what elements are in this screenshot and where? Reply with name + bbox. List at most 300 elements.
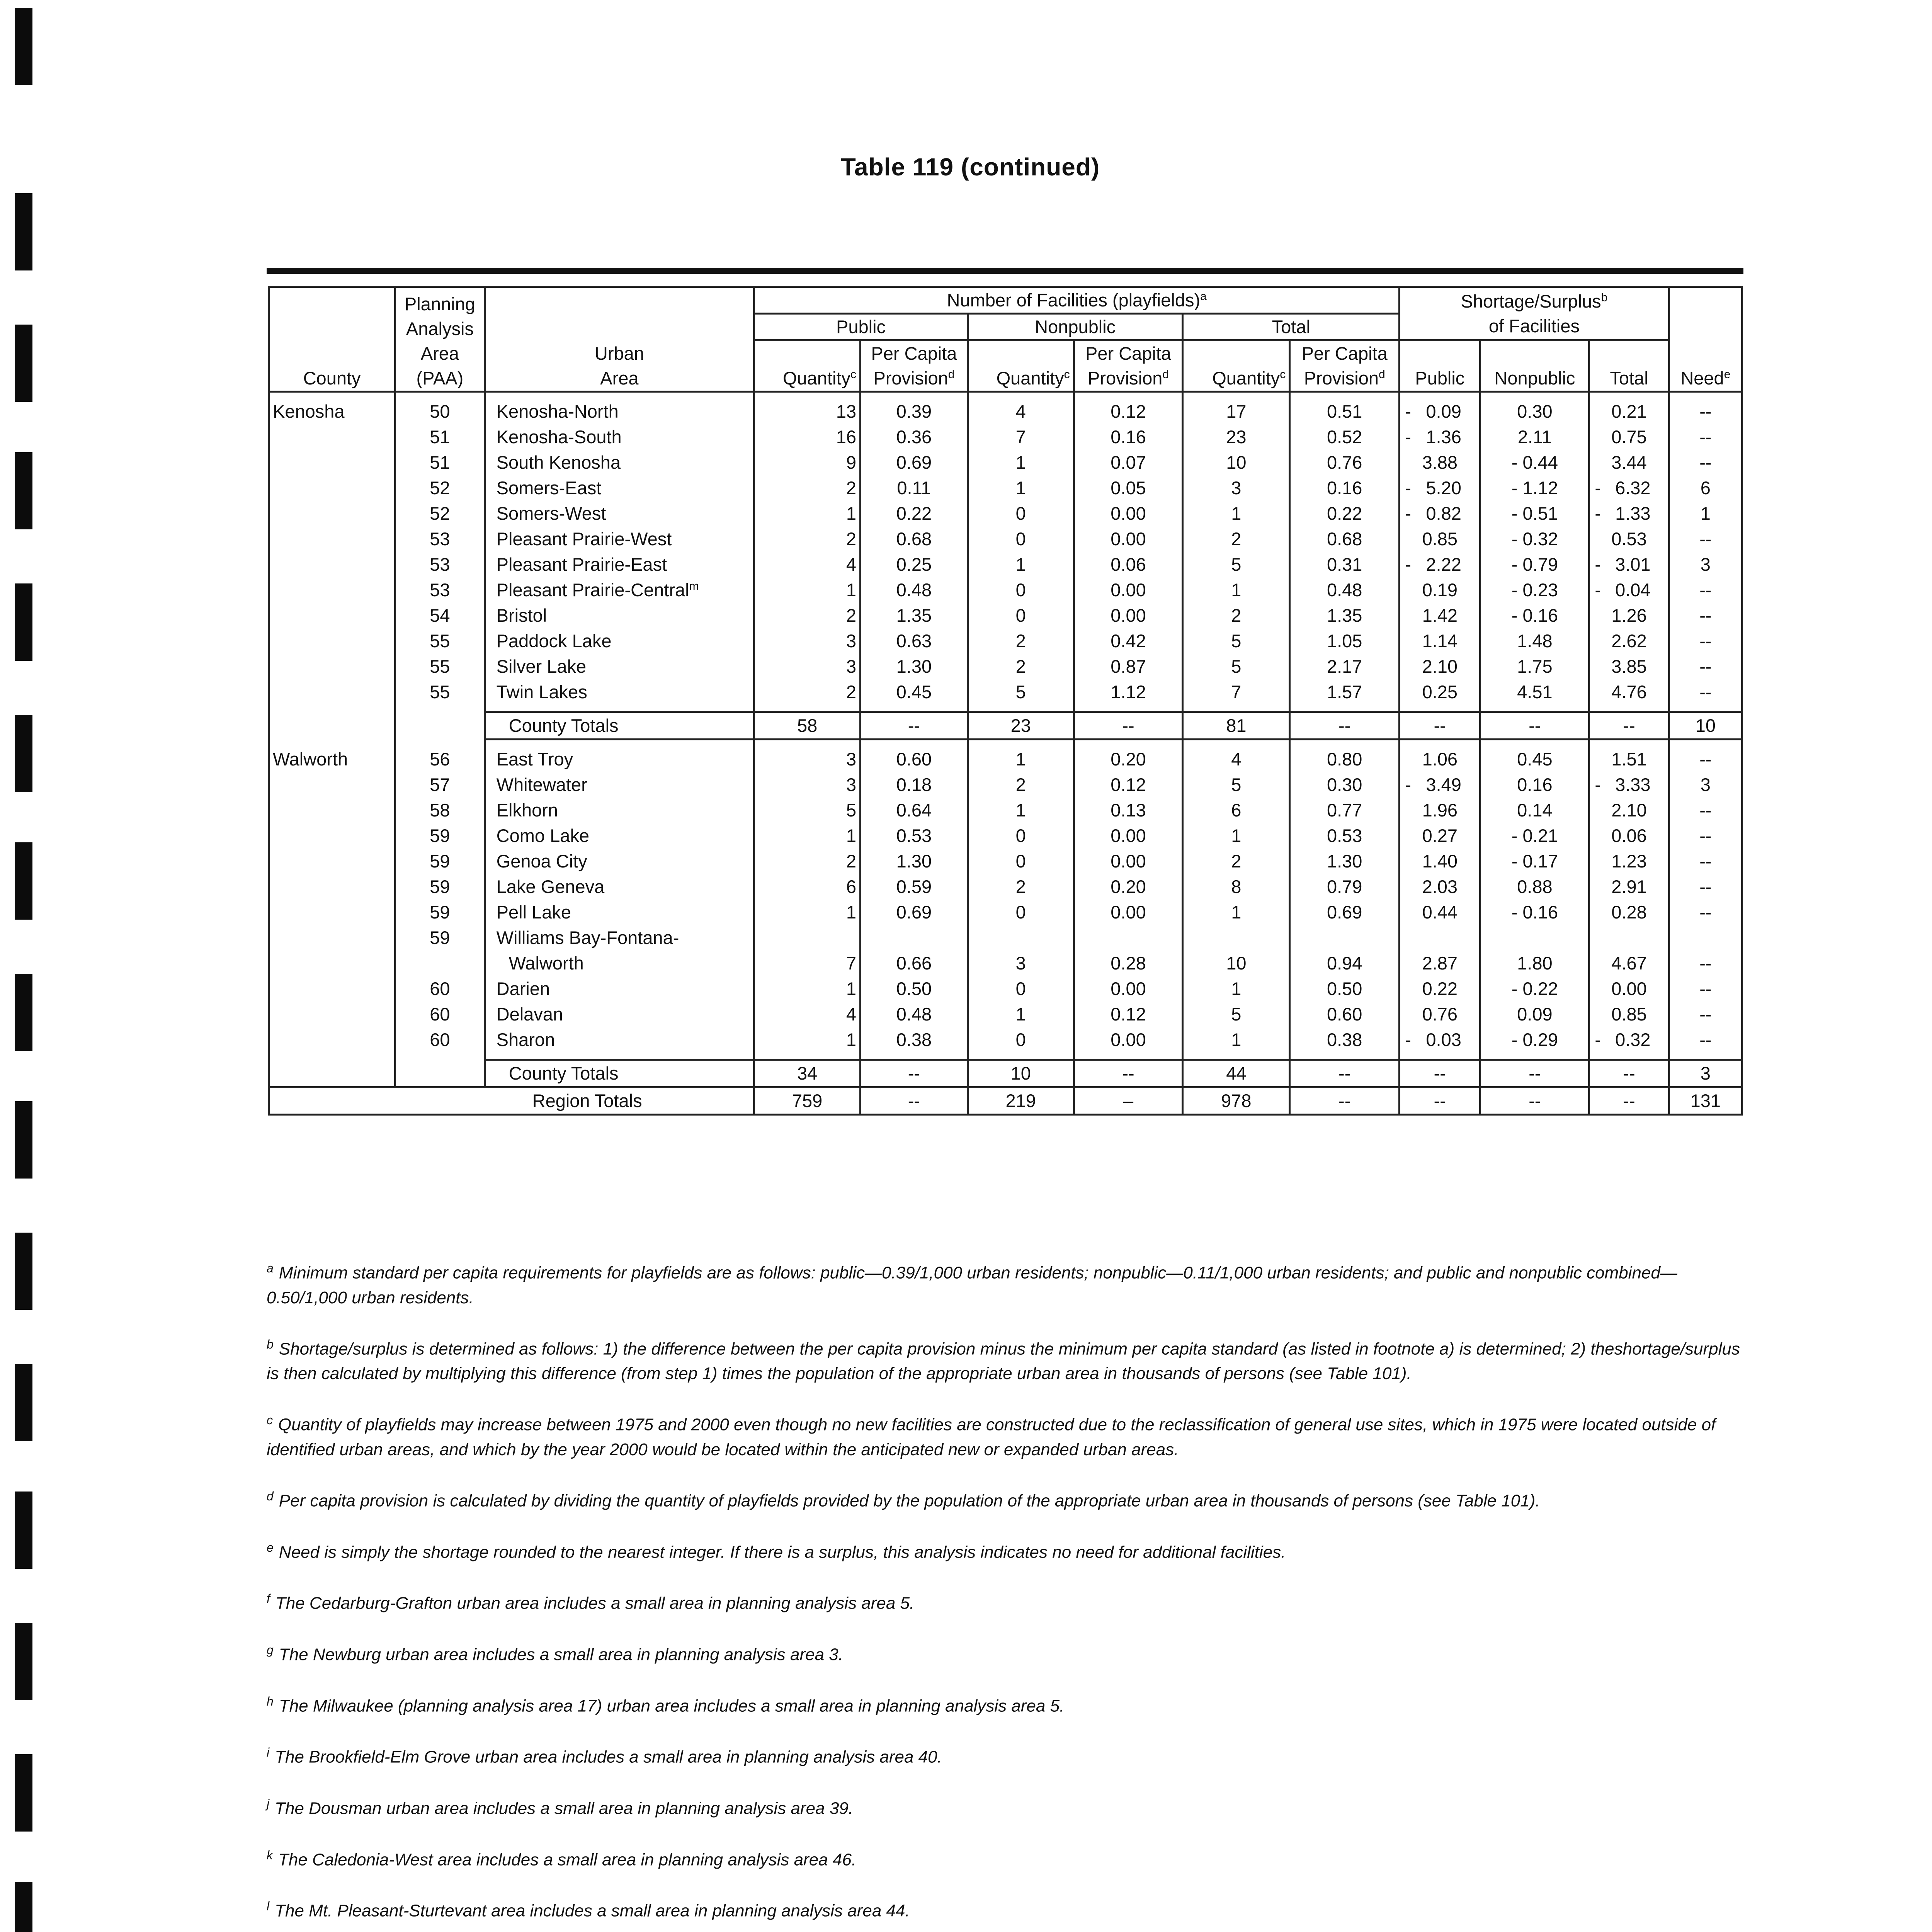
table-top-rule xyxy=(267,268,1743,274)
paa-cell: 56 xyxy=(395,747,485,772)
need-value: 1 xyxy=(1669,501,1742,526)
footnote xyxy=(267,1740,1747,1770)
cell-value: 2.10 xyxy=(1611,800,1647,820)
paa-cell: 57 xyxy=(395,772,485,798)
paa-cell xyxy=(395,712,485,740)
region-pq: 759 xyxy=(754,1087,861,1115)
total-per-capita: 0.79 xyxy=(1290,874,1400,900)
total-quantity: 8 xyxy=(1183,874,1290,900)
header-public: Public xyxy=(754,314,968,340)
shortage-total xyxy=(1589,976,1669,1002)
cell-value: 0.75 xyxy=(1611,427,1647,447)
cell-value: 3.33 xyxy=(1615,774,1651,795)
public-quantity: 5 xyxy=(754,798,861,823)
table-row xyxy=(269,823,1742,849)
public-quantity: 6 xyxy=(754,874,861,900)
spacer-cell xyxy=(1669,740,1742,747)
footnote-mark: l xyxy=(267,1899,270,1913)
total-quantity: 5 xyxy=(1183,628,1290,654)
cell-value: 1.96 xyxy=(1422,800,1458,820)
header-shortage-surplus: Shortage/Surplus$^b$ of Facilities xyxy=(1400,287,1669,340)
total-quantity: 5 xyxy=(1183,772,1290,798)
totals-st: -- xyxy=(1589,712,1669,740)
county-cell xyxy=(269,849,395,874)
binding-mark xyxy=(15,1754,32,1832)
public-per-capita: 0.60 xyxy=(861,747,968,772)
cell-value: 0.03 xyxy=(1426,1029,1461,1050)
binding-mark xyxy=(15,1623,32,1700)
urban-area-name: Delavan xyxy=(496,1004,563,1024)
header-total: Total xyxy=(1183,314,1400,340)
cell-value: 3.88 xyxy=(1422,452,1458,473)
urban-area-cell xyxy=(485,628,754,654)
cell-value: 1.36 xyxy=(1426,427,1461,447)
total-quantity: 5 xyxy=(1183,552,1290,577)
table-row xyxy=(269,679,1742,705)
binding-mark xyxy=(15,193,32,270)
nonpublic-per-capita: 0.12 xyxy=(1074,772,1183,798)
county-cell xyxy=(269,1002,395,1027)
urban-area-cell xyxy=(485,679,754,705)
spacer-cell xyxy=(1290,705,1400,712)
spacer-cell xyxy=(1669,1053,1742,1060)
cell-value: 1.42 xyxy=(1422,605,1458,626)
total-per-capita: 0.80 xyxy=(1290,747,1400,772)
cell-value: 0.09 xyxy=(1426,401,1461,422)
footnote-mark: d xyxy=(267,1489,274,1503)
urban-area-cell xyxy=(485,798,754,823)
urban-area-name: Silver Lake xyxy=(496,656,587,677)
spacer-cell xyxy=(1400,392,1480,399)
nonpublic-quantity: 1 xyxy=(968,450,1074,475)
county-cell xyxy=(269,823,395,849)
shortage-public xyxy=(1400,951,1480,976)
total-quantity: 2 xyxy=(1183,849,1290,874)
shortage-public xyxy=(1400,577,1480,603)
need-value: -- xyxy=(1669,798,1742,823)
negative-sign: - xyxy=(1405,478,1411,498)
need-value: -- xyxy=(1669,900,1742,925)
county-cell xyxy=(269,712,395,740)
shortage-public xyxy=(1400,874,1480,900)
nonpublic-per-capita: 0.87 xyxy=(1074,654,1183,679)
table-row xyxy=(269,925,1742,951)
nonpublic-per-capita: 0.00 xyxy=(1074,501,1183,526)
table-row xyxy=(269,628,1742,654)
negative-sign: - xyxy=(1595,503,1601,524)
cell-value: 0.82 xyxy=(1426,503,1461,524)
spacer-cell xyxy=(754,740,861,747)
spacer-cell xyxy=(1480,705,1589,712)
negative-sign: - xyxy=(1405,554,1411,575)
urban-area-name: Elkhorn xyxy=(496,800,558,820)
need-value: -- xyxy=(1669,654,1742,679)
urban-area-cell xyxy=(485,823,754,849)
shortage-nonpublic: 4.51 xyxy=(1480,679,1589,705)
cell-value: 0.25 xyxy=(1422,682,1458,702)
col-total-per-capita: Per Capita Provision$^d$ xyxy=(1290,340,1400,392)
empty-cell xyxy=(861,925,968,951)
nonpublic-per-capita: 0.06 xyxy=(1074,552,1183,577)
binding-mark xyxy=(15,325,32,402)
footnotes xyxy=(267,1256,1747,1932)
region-totals-label: Region Totals xyxy=(269,1087,754,1115)
shortage-total xyxy=(1589,1027,1669,1053)
total-per-capita: 0.38 xyxy=(1290,1027,1400,1053)
nonpublic-quantity: 2 xyxy=(968,874,1074,900)
paa-cell: 59 xyxy=(395,874,485,900)
county-cell: Walworth xyxy=(269,747,395,772)
county-totals-label: County Totals xyxy=(485,1060,754,1087)
shortage-public xyxy=(1400,798,1480,823)
cell-value: 4.76 xyxy=(1611,682,1647,702)
footnote-mark: c xyxy=(267,1413,273,1427)
paa-cell: 55 xyxy=(395,628,485,654)
footnote-marker: m xyxy=(689,580,699,593)
shortage-nonpublic: 2.11 xyxy=(1480,424,1589,450)
paa-cell: 52 xyxy=(395,501,485,526)
footnote-mark: j xyxy=(267,1796,270,1811)
cell-value: 0.19 xyxy=(1422,580,1458,600)
shortage-nonpublic: 1.48 xyxy=(1480,628,1589,654)
urban-area-cell xyxy=(485,874,754,900)
spacer-cell xyxy=(485,1053,754,1060)
nonpublic-quantity: 2 xyxy=(968,628,1074,654)
table-row xyxy=(269,424,1742,450)
need-value: -- xyxy=(1669,399,1742,424)
county-cell xyxy=(269,798,395,823)
cell-value: 0.85 xyxy=(1422,529,1458,549)
footnote xyxy=(267,1894,1747,1923)
county-cell xyxy=(269,526,395,552)
cell-value: 5.20 xyxy=(1426,478,1461,498)
urban-area-cell xyxy=(485,603,754,628)
county-cell: Kenosha xyxy=(269,399,395,424)
county-cell xyxy=(269,772,395,798)
public-quantity: 1 xyxy=(754,501,861,526)
urban-area-name: Twin Lakes xyxy=(496,682,587,702)
paa-cell: 59 xyxy=(395,900,485,925)
binding-mark xyxy=(15,8,32,85)
footnote xyxy=(267,1689,1747,1719)
shortage-public xyxy=(1400,424,1480,450)
urban-area-cell xyxy=(485,654,754,679)
shortage-nonpublic: 1.80 xyxy=(1480,951,1589,976)
total-per-capita: 0.69 xyxy=(1290,900,1400,925)
totals-tq: 81 xyxy=(1183,712,1290,740)
public-per-capita: 1.35 xyxy=(861,603,968,628)
paa-cell: 50 xyxy=(395,399,485,424)
public-per-capita: 0.45 xyxy=(861,679,968,705)
nonpublic-quantity: 2 xyxy=(968,654,1074,679)
region-nq: 219 xyxy=(968,1087,1074,1115)
spacer-cell xyxy=(1183,392,1290,399)
public-quantity: 13 xyxy=(754,399,861,424)
binding-mark xyxy=(15,452,32,529)
total-per-capita: 1.30 xyxy=(1290,849,1400,874)
nonpublic-per-capita: 0.16 xyxy=(1074,424,1183,450)
shortage-total xyxy=(1589,654,1669,679)
binding-mark xyxy=(15,1233,32,1310)
paa-cell: 59 xyxy=(395,849,485,874)
playfields-table xyxy=(268,286,1743,1116)
paa-cell: 54 xyxy=(395,603,485,628)
need-value: -- xyxy=(1669,1002,1742,1027)
negative-sign: - xyxy=(1405,774,1411,795)
table-row xyxy=(269,475,1742,501)
nonpublic-quantity: 0 xyxy=(968,900,1074,925)
cell-value: 1.06 xyxy=(1422,749,1458,769)
spacer-cell xyxy=(1183,1053,1290,1060)
shortage-total xyxy=(1589,951,1669,976)
urban-area-cell xyxy=(485,577,754,603)
county-totals-row xyxy=(269,1060,1742,1087)
total-per-capita: 0.16 xyxy=(1290,475,1400,501)
cell-value: 1.51 xyxy=(1611,749,1647,769)
public-quantity: 2 xyxy=(754,603,861,628)
urban-area-name: Pleasant Prairie-East xyxy=(496,554,667,575)
shortage-public xyxy=(1400,552,1480,577)
public-quantity: 1 xyxy=(754,900,861,925)
need-value: -- xyxy=(1669,976,1742,1002)
footnote xyxy=(267,1586,1747,1616)
spacer-cell xyxy=(1074,705,1183,712)
table-row xyxy=(269,1027,1742,1053)
public-quantity: 16 xyxy=(754,424,861,450)
empty-cell xyxy=(1589,925,1669,951)
public-per-capita: 0.69 xyxy=(861,450,968,475)
nonpublic-per-capita: 0.00 xyxy=(1074,849,1183,874)
negative-sign: - xyxy=(1405,503,1411,524)
shortage-nonpublic: 0.09 xyxy=(1480,1002,1589,1027)
region-sp: -- xyxy=(1400,1087,1480,1115)
total-quantity: 1 xyxy=(1183,1027,1290,1053)
urban-area-name: Walworth xyxy=(509,953,584,973)
cell-value: 0.21 xyxy=(1611,401,1647,422)
totals-nq: 23 xyxy=(968,712,1074,740)
cell-value: 2.22 xyxy=(1426,554,1461,575)
col-nonpublic-quantity: Quantity$^c$ xyxy=(968,340,1074,392)
cell-value: 2.62 xyxy=(1611,631,1647,651)
table-row xyxy=(269,501,1742,526)
footnote xyxy=(267,1484,1747,1514)
footnote xyxy=(267,1638,1747,1667)
shortage-total xyxy=(1589,772,1669,798)
urban-area-name: Kenosha-North xyxy=(496,401,619,422)
total-quantity: 1 xyxy=(1183,501,1290,526)
spacer-cell xyxy=(1074,392,1183,399)
nonpublic-quantity: 0 xyxy=(968,823,1074,849)
paa-cell: 58 xyxy=(395,798,485,823)
total-per-capita: 0.77 xyxy=(1290,798,1400,823)
need-value: 6 xyxy=(1669,475,1742,501)
spacer-cell xyxy=(395,392,485,399)
urban-area-cell xyxy=(485,900,754,925)
spacer-cell xyxy=(269,392,395,399)
shortage-public xyxy=(1400,772,1480,798)
col-shortage-total: Total xyxy=(1589,340,1669,392)
nonpublic-quantity: 0 xyxy=(968,1027,1074,1053)
shortage-nonpublic: - 0.79 xyxy=(1480,552,1589,577)
cell-value: 0.76 xyxy=(1422,1004,1458,1024)
nonpublic-per-capita: 0.07 xyxy=(1074,450,1183,475)
totals-pq: 58 xyxy=(754,712,861,740)
spacer-cell xyxy=(1589,1053,1669,1060)
county-cell xyxy=(269,925,395,951)
total-per-capita: 0.94 xyxy=(1290,951,1400,976)
paa-cell: 51 xyxy=(395,450,485,475)
binding-mark xyxy=(15,842,32,920)
need-value: -- xyxy=(1669,577,1742,603)
need-value: -- xyxy=(1669,628,1742,654)
spacer-cell xyxy=(754,1053,861,1060)
public-per-capita: 0.11 xyxy=(861,475,968,501)
footnote xyxy=(267,1408,1747,1462)
cell-value: 6.32 xyxy=(1615,478,1651,498)
nonpublic-per-capita: 0.00 xyxy=(1074,976,1183,1002)
cell-value: 3.85 xyxy=(1611,656,1647,677)
nonpublic-quantity: 0 xyxy=(968,976,1074,1002)
spacer-cell xyxy=(1589,740,1669,747)
nonpublic-per-capita: 0.00 xyxy=(1074,900,1183,925)
shortage-total xyxy=(1589,552,1669,577)
shortage-nonpublic: 1.75 xyxy=(1480,654,1589,679)
urban-area-cell xyxy=(485,399,754,424)
cell-value: 0.00 xyxy=(1611,978,1647,999)
urban-area-name: Pleasant Prairie-West xyxy=(496,529,672,549)
paa-cell: 51 xyxy=(395,424,485,450)
total-quantity: 5 xyxy=(1183,654,1290,679)
negative-sign: - xyxy=(1595,774,1601,795)
spacer-cell xyxy=(861,705,968,712)
region-pp: -- xyxy=(861,1087,968,1115)
binding-marks xyxy=(15,0,46,1932)
county-cell xyxy=(269,501,395,526)
region-np: – xyxy=(1074,1087,1183,1115)
need-value: -- xyxy=(1669,679,1742,705)
spacer-cell xyxy=(968,1053,1074,1060)
need-value: -- xyxy=(1669,874,1742,900)
shortage-public xyxy=(1400,823,1480,849)
empty-cell xyxy=(1183,925,1290,951)
total-quantity: 1 xyxy=(1183,900,1290,925)
totals-sp: -- xyxy=(1400,1060,1480,1087)
paa-cell: 60 xyxy=(395,976,485,1002)
binding-mark xyxy=(15,1492,32,1569)
nonpublic-quantity: 0 xyxy=(968,849,1074,874)
urban-area-name: Pell Lake xyxy=(496,902,571,922)
cell-value: 0.28 xyxy=(1611,902,1647,922)
shortage-nonpublic: - 1.12 xyxy=(1480,475,1589,501)
county-cell xyxy=(269,628,395,654)
col-urban-area: Urban Area xyxy=(485,287,754,392)
totals-np: -- xyxy=(1074,712,1183,740)
table-row xyxy=(269,976,1742,1002)
public-per-capita: 0.25 xyxy=(861,552,968,577)
need-value: -- xyxy=(1669,1027,1742,1053)
total-per-capita: 0.50 xyxy=(1290,976,1400,1002)
cell-value: 0.27 xyxy=(1422,825,1458,846)
table-row xyxy=(269,577,1742,603)
footnote-mark: a xyxy=(267,1261,274,1275)
urban-area-name: Bristol xyxy=(496,605,547,626)
footnote-text: The Brookfield-Elm Grove urban area includes a small area in planning analysis area 40. xyxy=(275,1747,942,1767)
county-cell xyxy=(269,679,395,705)
urban-area-cell xyxy=(485,552,754,577)
page-title: Table 119 (continued) xyxy=(840,153,1100,181)
table-row xyxy=(269,1002,1742,1027)
header-number-of-facilities: Number of Facilities (playfields)$^a$ xyxy=(754,287,1400,314)
cell-value: 4.67 xyxy=(1611,953,1647,973)
total-quantity: 17 xyxy=(1183,399,1290,424)
nonpublic-quantity: 1 xyxy=(968,475,1074,501)
spacer-cell xyxy=(485,705,754,712)
shortage-public xyxy=(1400,679,1480,705)
negative-sign: - xyxy=(1595,478,1601,498)
nonpublic-quantity: 3 xyxy=(968,951,1074,976)
empty-cell xyxy=(1400,925,1480,951)
county-cell xyxy=(269,603,395,628)
cell-value: 0.53 xyxy=(1611,529,1647,549)
cell-value: 3.49 xyxy=(1426,774,1461,795)
total-quantity: 1 xyxy=(1183,577,1290,603)
spacer-cell xyxy=(754,392,861,399)
shortage-nonpublic: - 0.16 xyxy=(1480,900,1589,925)
need-value: -- xyxy=(1669,951,1742,976)
spacer-cell xyxy=(269,1053,395,1060)
county-totals-row xyxy=(269,712,1742,740)
total-per-capita: 0.53 xyxy=(1290,823,1400,849)
shortage-total xyxy=(1589,874,1669,900)
county-totals-label: County Totals xyxy=(485,712,754,740)
spacer-cell xyxy=(968,705,1074,712)
footnote-mark: i xyxy=(267,1745,270,1760)
need-value: -- xyxy=(1669,424,1742,450)
shortage-total xyxy=(1589,399,1669,424)
totals-pp: -- xyxy=(861,712,968,740)
total-per-capita: 0.76 xyxy=(1290,450,1400,475)
cell-value: 0.22 xyxy=(1422,978,1458,999)
nonpublic-per-capita: 0.12 xyxy=(1074,1002,1183,1027)
nonpublic-per-capita: 0.00 xyxy=(1074,603,1183,628)
public-quantity: 1 xyxy=(754,823,861,849)
shortage-public xyxy=(1400,526,1480,552)
shortage-nonpublic: - 0.51 xyxy=(1480,501,1589,526)
shortage-public xyxy=(1400,747,1480,772)
spacer-cell xyxy=(861,740,968,747)
spacer-cell xyxy=(754,705,861,712)
urban-area-cell xyxy=(485,450,754,475)
header-nonpublic: Nonpublic xyxy=(968,314,1183,340)
footnote-text: Minimum standard per capita requirements for playfields are as follows: public—0.39/1,000 urban residents; nonpublic—0.11/1,000 urban residents; and public and nonpublic combined—0.50/1,000 urban residents. xyxy=(267,1263,1677,1307)
nonpublic-per-capita: 0.00 xyxy=(1074,1027,1183,1053)
shortage-total xyxy=(1589,798,1669,823)
footnote-mark: e xyxy=(267,1540,274,1554)
nonpublic-per-capita: 0.00 xyxy=(1074,823,1183,849)
shortage-total xyxy=(1589,475,1669,501)
urban-area-name: Genoa City xyxy=(496,851,587,871)
shortage-nonpublic: - 0.32 xyxy=(1480,526,1589,552)
cell-value: 0.04 xyxy=(1615,580,1651,600)
shortage-nonpublic: 0.30 xyxy=(1480,399,1589,424)
public-per-capita: 1.30 xyxy=(861,654,968,679)
need-value: 3 xyxy=(1669,552,1742,577)
total-quantity: 3 xyxy=(1183,475,1290,501)
public-quantity: 3 xyxy=(754,772,861,798)
shortage-public xyxy=(1400,849,1480,874)
public-quantity: 3 xyxy=(754,747,861,772)
public-quantity: 4 xyxy=(754,1002,861,1027)
